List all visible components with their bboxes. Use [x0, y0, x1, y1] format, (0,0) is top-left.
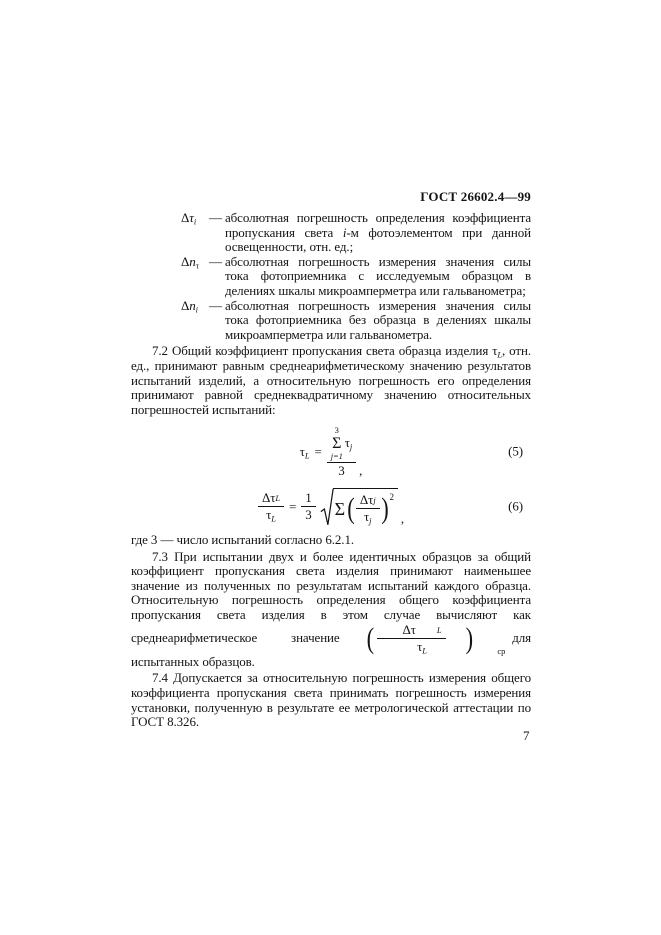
exponent: 2 [389, 491, 394, 502]
delta-symbol: Δ [181, 210, 190, 225]
inner-fraction [356, 493, 380, 525]
definition-description [225, 211, 531, 255]
sum-lower-limit: j=1 [330, 450, 343, 461]
fraction-denominator: 3 [305, 507, 312, 523]
formula-5-expression [300, 426, 363, 478]
definition-term [181, 211, 209, 255]
equals-sign: = [314, 444, 322, 460]
paragraph-text: 7.2 Общий коэффициент пропускания света образца изделия [152, 343, 493, 359]
description-text: абсолютная погрешность определения коэффициента пропускания света [225, 210, 531, 240]
tau-L-inline: $\tau_L$ [492, 343, 503, 360]
italic-index: i [342, 224, 347, 240]
fraction-denominator: $\tau_j$ [364, 509, 372, 526]
sigma-icon: Σ [332, 434, 342, 452]
variable-subscript: τ [195, 260, 199, 271]
fraction-numerator: Δτ L [258, 491, 284, 508]
fraction-denominator: $\tau_L$ [417, 639, 427, 656]
definition-term [181, 255, 209, 299]
fraction-numerator: 1 [301, 491, 315, 508]
definition-item [181, 211, 531, 255]
definition-description: абсолютная погрешность измерения значения силы тока фотоприемника с исследуемым образцом в делениях шкалы микроамперметра или гальванометра; [225, 253, 531, 298]
one-third-fraction [301, 491, 315, 523]
fraction [327, 426, 356, 478]
page-content [131, 211, 531, 730]
definition-description: абсолютная погрешность измерения значения силы тока фотоприемника без образца в делениях шкалы микроамперметра или гальванометра. [225, 297, 531, 342]
paragraph-text: , отн. ед., принимают равным среднеарифметическому значению результатов испытаний изделий, а относительную погрешность его определения принимают равной среднеквадратичному значению относительных погрешностей испытаний: [131, 343, 531, 417]
delta-symbol: Δ [181, 253, 190, 269]
equation-number-5: (5) [508, 444, 523, 460]
sigma-icon: Σ [334, 498, 346, 519]
tau-j-symbol: $\tau_j$ [344, 435, 353, 452]
formula-5 [131, 426, 531, 478]
fraction-denominator: 3 [338, 463, 345, 478]
open-paren: ( [347, 492, 355, 526]
paragraph-text: 7.3 При испытании двух и более идентичных образцов за общий коэффициент пропускания света изделия принимают наименьшее значение из полученных по результатам испытаний каждого образца. Относительную погрешность определения общего коэффициента пропускания света изделия в этом случае вычисляют как среднеарифметическое значение [131, 548, 531, 645]
definition-dash: — [209, 297, 222, 313]
definition-item [181, 255, 531, 299]
sum-upper-limit: 3 [334, 425, 339, 436]
fraction-numerator: Δτ j [356, 493, 380, 510]
definition-item [181, 299, 531, 343]
ratio-fraction [377, 623, 445, 655]
definition-dash: — [209, 253, 222, 269]
variable-symbol: n [189, 297, 196, 313]
paragraph-7-4: 7.4 Допускается за относительную погрешность измерения общего коэффициента пропускания света принимать погрешность измерения установки, полученную в результате ее метрологической аттестации по ГОСТ 8.326. [131, 670, 531, 730]
variable-subscript: i [195, 304, 198, 315]
tau-L-symbol: $\tau_L$ [299, 444, 310, 461]
open-paren: ( [366, 622, 374, 656]
fraction-denominator: $\tau_L$ [266, 507, 276, 524]
paragraph-7-2 [131, 344, 531, 417]
radical-sign-icon [320, 488, 334, 527]
variable-symbol: τ [189, 210, 194, 225]
variable-subscript: i [193, 216, 197, 227]
equation-number-6: (6) [508, 498, 523, 514]
mean-subscript: ср [497, 646, 506, 657]
formula-6-expression [258, 488, 404, 527]
mean-ratio-formula [347, 623, 506, 655]
doc-number-header: ГОСТ 26602.4—99 [420, 189, 531, 204]
paragraph-7-3 [131, 550, 531, 670]
comma: , [359, 463, 363, 478]
page-number: 7 [523, 728, 530, 743]
close-paren: ) [380, 492, 389, 526]
paragraph-text: для испытанных образцов. [131, 629, 531, 669]
definition-term [181, 299, 209, 343]
definition-dash: — [209, 210, 222, 225]
equals-sign: = [289, 498, 297, 514]
description-text: -м фотоэлементом при данной освещенности, отн. ед.; [225, 224, 531, 255]
comma: , [400, 510, 405, 526]
close-paren: ) [465, 622, 473, 656]
variable-symbol: n [189, 253, 196, 269]
formula-6 [131, 488, 531, 527]
square-root [320, 488, 398, 527]
definition-list [131, 211, 531, 342]
where-note: где 3 — число испытаний согласно 6.2.1. [131, 532, 354, 548]
fraction-numerator: Δτ L [377, 623, 445, 640]
radicand [333, 488, 398, 527]
fraction-numerator [327, 426, 356, 463]
relative-error-fraction [258, 491, 284, 523]
summation-symbol [331, 426, 343, 461]
delta-symbol: Δ [181, 297, 190, 313]
